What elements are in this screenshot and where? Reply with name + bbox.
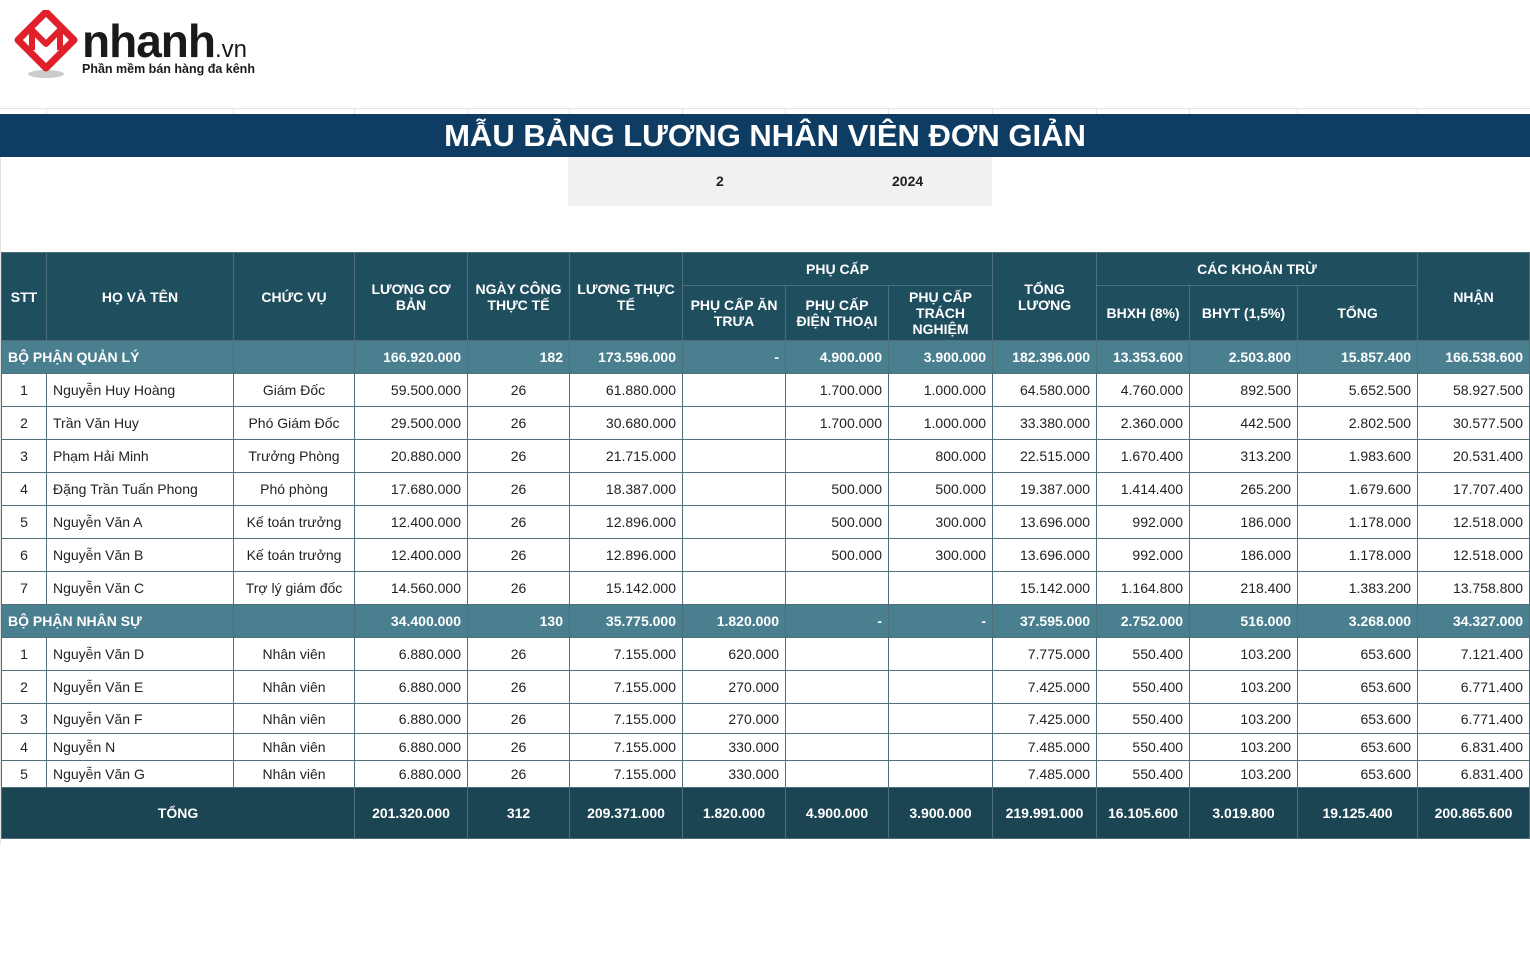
table-cell[interactable] [889,704,993,734]
group-cell[interactable]: 4.900.000 [786,341,889,374]
table-cell[interactable] [683,407,786,440]
logo-wordmark: nhanh.vn [82,15,247,67]
table-cell[interactable]: 1.700.000 [786,374,889,407]
table-cell[interactable]: 7.425.000 [993,671,1097,704]
table-cell[interactable] [786,638,889,671]
group-cell[interactable]: - [683,341,786,374]
table-cell[interactable]: 61.880.000 [570,374,683,407]
table-cell[interactable]: 992.000 [1097,539,1190,572]
table-cell[interactable]: 4.760.000 [1097,374,1190,407]
header-tong-luong: TỔNG LƯƠNG [993,253,1097,341]
table-cell[interactable]: 1.383.200 [1298,572,1418,605]
table-cell[interactable]: 2.360.000 [1097,407,1190,440]
table-cell[interactable]: Nhân viên [234,704,355,734]
table-cell[interactable]: 17.680.000 [355,473,468,506]
total-cell[interactable]: 1.820.000 [683,788,786,839]
table-cell[interactable]: 500.000 [889,473,993,506]
total-cell[interactable]: 3.019.800 [1190,788,1298,839]
salary-table-body [2,341,1530,788]
total-cell[interactable]: 19.125.400 [1298,788,1418,839]
table-cell[interactable]: Nguyễn N [47,734,234,761]
group-cell[interactable]: 34.327.000 [1418,605,1530,638]
table-cell[interactable]: 5 [2,761,47,788]
table-cell[interactable]: 4 [2,734,47,761]
table-cell[interactable]: 12.400.000 [355,506,468,539]
table-cell[interactable]: 59.500.000 [355,374,468,407]
table-cell[interactable]: 500.000 [786,506,889,539]
header-phu-cap-dien-thoai: PHỤ CẤP ĐIỆN THOẠI [786,286,889,341]
group-row [2,341,1530,374]
logo-tagline: Phần mềm bán hàng đa kênh [82,62,255,76]
group-cell[interactable]: 2.752.000 [1097,605,1190,638]
table-cell[interactable]: 12.518.000 [1418,506,1530,539]
table-cell[interactable] [683,473,786,506]
table-cell[interactable]: 6 [2,539,47,572]
table-cell[interactable]: Trưởng Phòng [234,440,355,473]
total-cell[interactable]: 3.900.000 [889,788,993,839]
table-cell[interactable]: 1.414.400 [1097,473,1190,506]
table-cell[interactable] [786,734,889,761]
total-row [2,788,1530,839]
table-row [2,506,1530,539]
table-row [2,704,1530,734]
group-cell[interactable]: 166.538.600 [1418,341,1530,374]
group-name[interactable]: BỘ PHẬN QUẢN LÝ [2,341,234,374]
table-cell[interactable]: 2.802.500 [1298,407,1418,440]
table-cell[interactable]: 550.400 [1097,638,1190,671]
total-cell[interactable]: 4.900.000 [786,788,889,839]
header-ngay-cong: NGÀY CÔNG THỰC TẾ [468,253,570,341]
table-cell[interactable] [889,761,993,788]
table-cell[interactable]: 7.485.000 [993,734,1097,761]
total-cell[interactable]: 219.991.000 [993,788,1097,839]
table-cell[interactable]: 265.200 [1190,473,1298,506]
table-cell[interactable]: 33.380.000 [993,407,1097,440]
table-cell[interactable]: Nguyễn Văn F [47,704,234,734]
table-cell[interactable]: Nguyễn Văn B [47,539,234,572]
table-cell[interactable]: 19.387.000 [993,473,1097,506]
table-row [2,671,1530,704]
table-cell[interactable]: 13.696.000 [993,506,1097,539]
table-cell[interactable]: 653.600 [1298,671,1418,704]
table-cell[interactable]: 550.400 [1097,704,1190,734]
table-cell[interactable]: 7 [2,572,47,605]
table-cell[interactable]: 1.000.000 [889,374,993,407]
table-cell[interactable]: Nguyễn Văn C [47,572,234,605]
table-cell[interactable]: 1.679.600 [1298,473,1418,506]
table-row [2,572,1530,605]
table-cell[interactable]: 18.387.000 [570,473,683,506]
table-cell[interactable]: 103.200 [1190,638,1298,671]
total-cell[interactable]: 312 [468,788,570,839]
table-cell[interactable]: 21.715.000 [570,440,683,473]
table-cell[interactable]: 653.600 [1298,704,1418,734]
table-cell[interactable]: 300.000 [889,539,993,572]
table-cell[interactable]: 29.500.000 [355,407,468,440]
table-cell[interactable]: 30.680.000 [570,407,683,440]
table-cell[interactable]: 270.000 [683,671,786,704]
header-luong-thuc-te: LƯƠNG THỰC TẾ [570,253,683,341]
table-row [2,407,1530,440]
table-cell[interactable]: 26 [468,506,570,539]
table-cell[interactable]: 550.400 [1097,734,1190,761]
table-cell[interactable]: 500.000 [786,539,889,572]
table-cell[interactable]: 2 [2,407,47,440]
table-cell[interactable]: 6.831.400 [1418,761,1530,788]
table-cell[interactable]: 64.580.000 [993,374,1097,407]
header-nhan: NHẬN [1418,253,1530,341]
table-cell[interactable]: 6.880.000 [355,734,468,761]
table-cell[interactable]: 620.000 [683,638,786,671]
table-cell[interactable]: 103.200 [1190,704,1298,734]
table-cell[interactable]: Nhân viên [234,638,355,671]
header-phu-cap: PHỤ CẤP [683,253,993,286]
table-cell[interactable]: 1.000.000 [889,407,993,440]
table-cell[interactable]: 1.700.000 [786,407,889,440]
table-cell[interactable] [786,572,889,605]
table-cell[interactable]: 7.155.000 [570,761,683,788]
group-cell[interactable]: 516.000 [1190,605,1298,638]
table-cell[interactable]: 26 [468,761,570,788]
table-cell[interactable] [889,671,993,704]
table-cell[interactable]: 1.178.000 [1298,539,1418,572]
table-cell[interactable]: 58.927.500 [1418,374,1530,407]
table-row [2,440,1530,473]
table-cell[interactable] [889,638,993,671]
table-cell[interactable]: 103.200 [1190,761,1298,788]
table-cell[interactable]: Phạm Hải Minh [47,440,234,473]
group-cell[interactable]: 13.353.600 [1097,341,1190,374]
table-cell[interactable]: Kế toán trưởng [234,506,355,539]
table-cell[interactable]: Nhân viên [234,671,355,704]
table-cell[interactable]: 6.831.400 [1418,734,1530,761]
table-cell[interactable]: 800.000 [889,440,993,473]
header-stt: STT [2,253,47,341]
table-cell[interactable]: 653.600 [1298,638,1418,671]
table-cell[interactable]: 26 [468,572,570,605]
table-cell[interactable]: 6.880.000 [355,671,468,704]
table-cell[interactable]: 26 [468,671,570,704]
table-cell[interactable]: 1.670.400 [1097,440,1190,473]
table-cell[interactable]: 442.500 [1190,407,1298,440]
table-cell[interactable]: 4 [2,473,47,506]
table-cell[interactable]: 103.200 [1190,671,1298,704]
table-cell[interactable]: 653.600 [1298,734,1418,761]
table-cell[interactable]: Nguyễn Văn D [47,638,234,671]
table-cell[interactable]: Trần Văn Huy [47,407,234,440]
header-phu-cap-trach-nhiem: PHỤ CẤP TRÁCH NGHIỆM [889,286,993,341]
group-cell[interactable]: - [889,605,993,638]
group-cell[interactable]: 34.400.000 [355,605,468,638]
table-cell[interactable]: 7.485.000 [993,761,1097,788]
group-cell[interactable]: 1.820.000 [683,605,786,638]
salary-table [1,252,1530,839]
table-cell[interactable] [889,734,993,761]
group-name[interactable]: BỘ PHẬN NHÂN SỰ [2,605,234,638]
group-cell[interactable]: 35.775.000 [570,605,683,638]
table-cell[interactable]: Phó Giám Đốc [234,407,355,440]
group-row [2,605,1530,638]
table-cell[interactable]: 550.400 [1097,761,1190,788]
table-cell[interactable]: 20.531.400 [1418,440,1530,473]
period-month[interactable]: 2 [716,173,724,189]
table-cell[interactable] [683,374,786,407]
table-cell[interactable]: 30.577.500 [1418,407,1530,440]
table-cell[interactable]: 313.200 [1190,440,1298,473]
table-cell[interactable]: 7.155.000 [570,638,683,671]
total-cell[interactable]: 209.371.000 [570,788,683,839]
table-cell[interactable]: 26 [468,407,570,440]
table-cell[interactable]: 22.515.000 [993,440,1097,473]
table-cell[interactable]: 992.000 [1097,506,1190,539]
table-cell[interactable]: 6.880.000 [355,638,468,671]
table-cell[interactable]: 17.707.400 [1418,473,1530,506]
table-cell[interactable]: 7.425.000 [993,704,1097,734]
table-cell[interactable]: 6.771.400 [1418,671,1530,704]
table-cell[interactable]: Phó phòng [234,473,355,506]
table-cell[interactable]: 14.560.000 [355,572,468,605]
table-cell[interactable]: Giám Đốc [234,374,355,407]
table-cell[interactable]: Nhân viên [234,734,355,761]
group-cell[interactable]: 3.268.000 [1298,605,1418,638]
table-row [2,761,1530,788]
table-cell[interactable]: 500.000 [786,473,889,506]
table-cell[interactable]: 218.400 [1190,572,1298,605]
table-cell[interactable]: 186.000 [1190,539,1298,572]
table-cell[interactable]: Trợ lý giám đốc [234,572,355,605]
table-cell[interactable]: 1 [2,638,47,671]
table-cell[interactable]: 7.121.400 [1418,638,1530,671]
brand-logo [14,10,274,82]
group-cell[interactable]: 2.503.800 [1190,341,1298,374]
group-cell[interactable]: 182.396.000 [993,341,1097,374]
table-cell[interactable] [683,440,786,473]
table-cell[interactable]: 186.000 [1190,506,1298,539]
group-cell[interactable]: 173.596.000 [570,341,683,374]
table-cell[interactable]: Nguyễn Huy Hoàng [47,374,234,407]
table-cell[interactable] [683,539,786,572]
table-cell[interactable]: 892.500 [1190,374,1298,407]
period-selector [568,157,992,206]
table-cell[interactable]: 12.896.000 [570,506,683,539]
table-cell[interactable]: 550.400 [1097,671,1190,704]
table-cell[interactable]: 1 [2,374,47,407]
table-cell[interactable]: Nguyễn Văn A [47,506,234,539]
total-cell[interactable]: 200.865.600 [1418,788,1530,839]
table-cell[interactable]: 12.400.000 [355,539,468,572]
table-cell[interactable]: 5.652.500 [1298,374,1418,407]
table-cell[interactable]: 1.178.000 [1298,506,1418,539]
table-cell[interactable]: 26 [468,704,570,734]
table-cell[interactable]: Đặng Trần Tuấn Phong [47,473,234,506]
table-cell[interactable]: 653.600 [1298,761,1418,788]
table-cell[interactable]: 330.000 [683,761,786,788]
table-cell[interactable] [683,572,786,605]
table-cell[interactable]: 15.142.000 [993,572,1097,605]
table-cell[interactable]: 13.696.000 [993,539,1097,572]
table-row [2,734,1530,761]
table-cell[interactable]: Nhân viên [234,761,355,788]
group-cell[interactable]: - [786,605,889,638]
table-cell[interactable]: 7.155.000 [570,734,683,761]
table-cell[interactable]: 103.200 [1190,734,1298,761]
table-cell[interactable]: 5 [2,506,47,539]
table-cell[interactable] [786,761,889,788]
total-cell[interactable]: 16.105.600 [1097,788,1190,839]
table-cell[interactable]: 3 [2,704,47,734]
page-title: MẪU BẢNG LƯƠNG NHÂN VIÊN ĐƠN GIẢN [0,114,1530,157]
table-cell[interactable]: 330.000 [683,734,786,761]
total-label[interactable]: TỔNG [2,788,355,839]
table-cell[interactable]: 1.983.600 [1298,440,1418,473]
table-cell[interactable]: Kế toán trưởng [234,539,355,572]
nhanh-logo-icon [14,10,78,82]
table-row [2,374,1530,407]
table-cell[interactable]: 20.880.000 [355,440,468,473]
table-cell[interactable]: 7.155.000 [570,671,683,704]
table-cell[interactable]: 26 [468,539,570,572]
table-cell[interactable]: 26 [468,638,570,671]
table-cell[interactable]: 2 [2,671,47,704]
table-cell[interactable] [786,440,889,473]
group-cell[interactable] [234,605,355,638]
table-cell[interactable] [786,704,889,734]
table-cell[interactable]: 1.164.800 [1097,572,1190,605]
table-cell[interactable] [786,671,889,704]
group-cell[interactable] [234,341,355,374]
table-cell[interactable]: 270.000 [683,704,786,734]
table-cell[interactable]: 7.155.000 [570,704,683,734]
table-cell[interactable]: 300.000 [889,506,993,539]
table-cell[interactable]: 26 [468,473,570,506]
group-cell[interactable]: 130 [468,605,570,638]
header-luong-co-ban: LƯƠNG CƠ BẢN [355,253,468,341]
header-bhyt: BHYT (1,5%) [1190,286,1298,341]
table-cell[interactable]: 26 [468,374,570,407]
header-phu-cap-an-trua: PHỤ CẤP ĂN TRƯA [683,286,786,341]
table-cell[interactable]: 15.142.000 [570,572,683,605]
group-cell[interactable]: 37.595.000 [993,605,1097,638]
header-chuc-vu: CHỨC VỤ [234,253,355,341]
table-cell[interactable] [683,506,786,539]
table-cell[interactable]: Nguyễn Văn G [47,761,234,788]
table-row [2,539,1530,572]
table-cell[interactable]: 13.758.800 [1418,572,1530,605]
table-cell[interactable]: 26 [468,440,570,473]
table-cell[interactable]: 6.771.400 [1418,704,1530,734]
header-cac-khoan-tru: CÁC KHOẢN TRỪ [1097,253,1418,286]
table-cell[interactable]: 26 [468,734,570,761]
group-cell[interactable]: 3.900.000 [889,341,993,374]
period-year[interactable]: 2024 [892,173,924,189]
table-row [2,638,1530,671]
table-cell[interactable]: 12.896.000 [570,539,683,572]
header-ho-ten: HỌ VÀ TÊN [47,253,234,341]
table-cell[interactable]: 6.880.000 [355,704,468,734]
group-cell[interactable]: 166.920.000 [355,341,468,374]
table-cell[interactable]: Nguyễn Văn E [47,671,234,704]
group-cell[interactable]: 182 [468,341,570,374]
table-cell[interactable]: 6.880.000 [355,761,468,788]
table-row [2,473,1530,506]
group-cell[interactable]: 15.857.400 [1298,341,1418,374]
table-cell[interactable]: 7.775.000 [993,638,1097,671]
header-tong-tru: TỔNG [1298,286,1418,341]
table-cell[interactable]: 3 [2,440,47,473]
table-cell[interactable]: 12.518.000 [1418,539,1530,572]
table-cell[interactable] [889,572,993,605]
header-bhxh: BHXH (8%) [1097,286,1190,341]
total-cell[interactable]: 201.320.000 [355,788,468,839]
